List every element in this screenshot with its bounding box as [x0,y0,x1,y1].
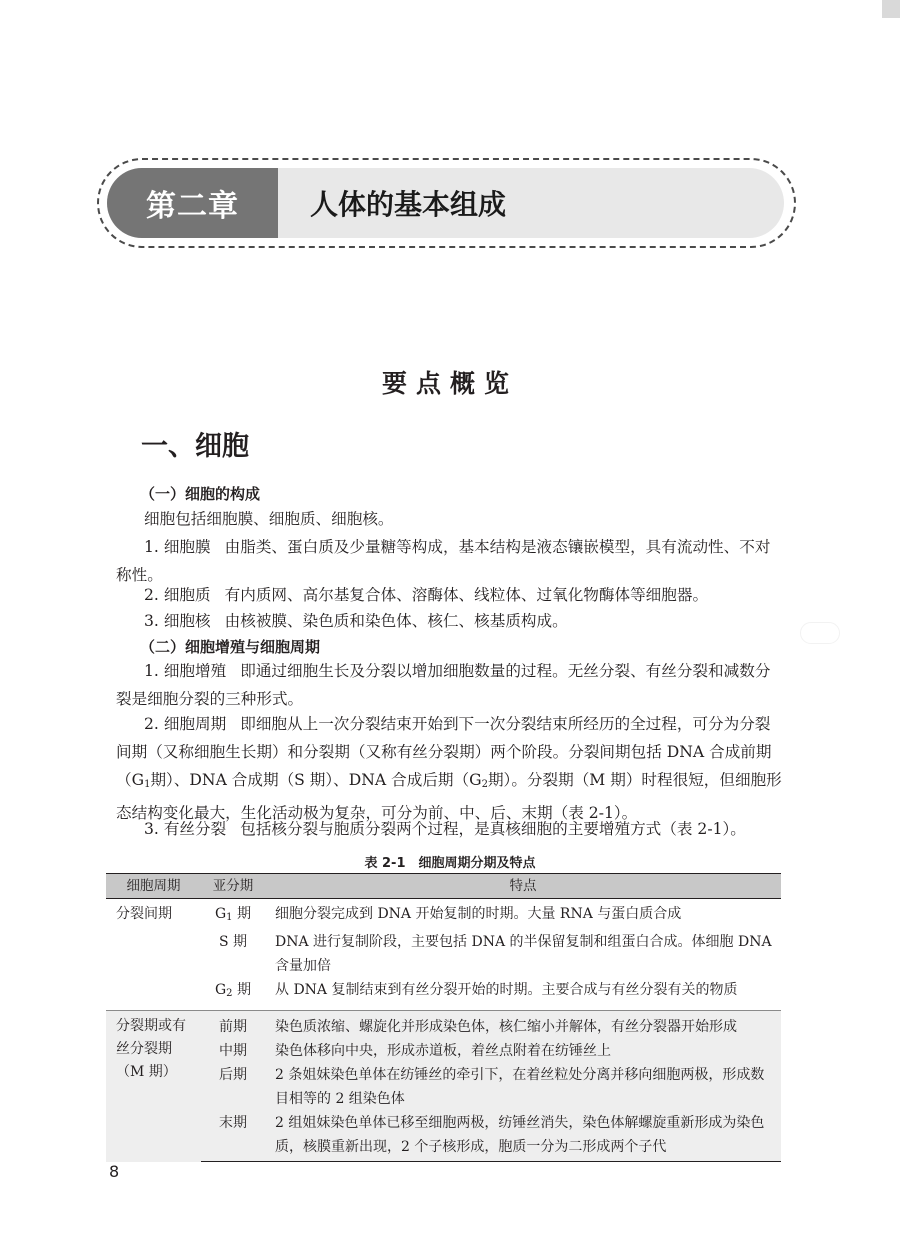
table-row [106,1063,781,1111]
table-row [106,899,781,931]
subphase-text: 期 [232,982,251,998]
feature-cell: 2 条姐妹染色单体在纺锤丝的牵引下，在着丝粒处分离并移向细胞两极，形成数目相等的 2 组染色体 [265,1063,781,1111]
cell-cycle-table [106,873,781,1162]
term-label: 1. 细胞膜 [144,538,211,556]
paragraph-text: 期）。分裂期（M 期）时程很短，但细胞形态结构变化最大，生化活动极为复杂，可分为前、中、后、末期（表 2-1）。 [116,771,782,822]
feature-cell: 染色质浓缩、螺旋化并形成染色体，核仁缩小并解体，有丝分裂器开始形成 [265,1011,781,1040]
paragraph-text: 期）、DNA 合成期（S 期）、DNA 合成后期（G [150,771,482,789]
subphase-cell [201,978,265,1011]
subscript: 1 [226,912,233,923]
feature-cell: 从 DNA 复制结束到有丝分裂开始的时期。主要合成与有丝分裂有关的物质 [275,982,738,998]
paragraph-cytoplasm [116,581,784,609]
subphase-text: G [214,906,227,922]
column-header: 细胞周期 [106,874,201,899]
subphase-text: G [214,982,227,998]
section-heading: 一、细胞 [141,431,249,462]
table-row [106,930,781,978]
term-label: 3. 细胞核 [144,612,211,630]
subphase-text: 期 [232,906,251,922]
overview-heading: 要点概览 [381,369,518,398]
feature-cell: 染色体移向中央，形成赤道板，着丝点附着在纺锤丝上 [265,1039,781,1063]
feature-cell: 2 组姐妹染色单体已移至细胞两极，纺锤丝消失，染色体解螺旋重新形成为染色质，核膜重新出现，2 个子核形成，胞质一分为二形成两个子代 [265,1111,781,1162]
paragraph-mitosis [116,815,784,843]
subphase-cell: 后期 [201,1063,265,1111]
subphase-cell [201,899,265,931]
paragraph-text: 由脂类、蛋白质及少量糖等构成，基本结构是液态镶嵌模型，具有流动性、不对称性。 [116,538,771,584]
feature-cell: DNA 进行复制阶段，主要包括 DNA 的半保留复制和组蛋白合成。体细胞 DNA 含量加倍 [275,934,772,974]
paragraph-text: 即细胞从上一次分裂结束开始到下一次分裂结束所经历的全过程，可分为分裂间期（又称细胞生长期）和分裂期（又称有丝分裂期）两个阶段。分裂间期包括 DNA 合成前期（G [116,715,772,789]
paragraph-proliferation [116,657,784,713]
subphase-text: S 期 [218,934,248,950]
paragraph-cell-cycle [116,710,784,827]
subphase-cell: 前期 [201,1011,265,1040]
page-corner-mark [882,0,900,18]
table-caption: 表 2-1 细胞周期分期及特点 [364,856,536,871]
paragraph-nucleus [116,607,784,635]
subphase-cell: 末期 [201,1111,265,1162]
paragraph-text: 由核被膜、染色质和染色体、核仁、核基质构成。 [224,612,568,630]
paragraph-text: 有内质网、高尔基复合体、溶酶体、线粒体、过氧化物酶体等细胞器。 [224,586,709,604]
table-row [106,1039,781,1063]
chapter-title: 人体的基本组成 [310,188,507,221]
watermark-logo [800,622,840,644]
column-header: 亚分期 [201,874,265,899]
paragraph-text: 即通过细胞生长及分裂以增加细胞数量的过程。无丝分裂、有丝分裂和减数分裂是细胞分裂的三种形式。 [116,662,771,708]
feature-cell: 细胞分裂完成到 DNA 开始复制的时期。大量 RNA 与蛋白质合成 [275,906,682,922]
table-header-row [106,874,781,899]
term-label: 1. 细胞增殖 [144,662,227,680]
page-number: 8 [109,1162,120,1181]
subphase-cell: 中期 [201,1039,265,1063]
phase-cell: 分裂期或有丝分裂期（M 期） [106,1011,201,1162]
table-row [106,978,781,1011]
subsection-heading-structure: （一）细胞的构成 [140,485,261,503]
phase-cell: 分裂间期 [116,906,172,922]
table-row [106,1111,781,1162]
chapter-banner [107,168,784,238]
subphase-cell [201,930,265,978]
subscript: 1 [144,779,151,790]
paragraph-cell-intro [116,505,784,533]
subscript: 2 [481,779,488,790]
chapter-number: 第二章 [107,168,278,238]
term-label: 2. 细胞周期 [144,715,227,733]
table-row [106,1011,781,1040]
paragraph-text: 细胞包括细胞膜、细胞质、细胞核。 [144,510,394,528]
term-label: 2. 细胞质 [144,586,211,604]
subsection-heading-cycle: （二）细胞增殖与细胞周期 [140,638,321,656]
term-label: 3. 有丝分裂 [144,820,227,838]
subscript: 2 [226,988,233,999]
column-header: 特点 [265,874,781,899]
paragraph-text: 包括核分裂与胞质分裂两个过程，是真核细胞的主要增殖方式（表 2-1）。 [240,820,746,838]
